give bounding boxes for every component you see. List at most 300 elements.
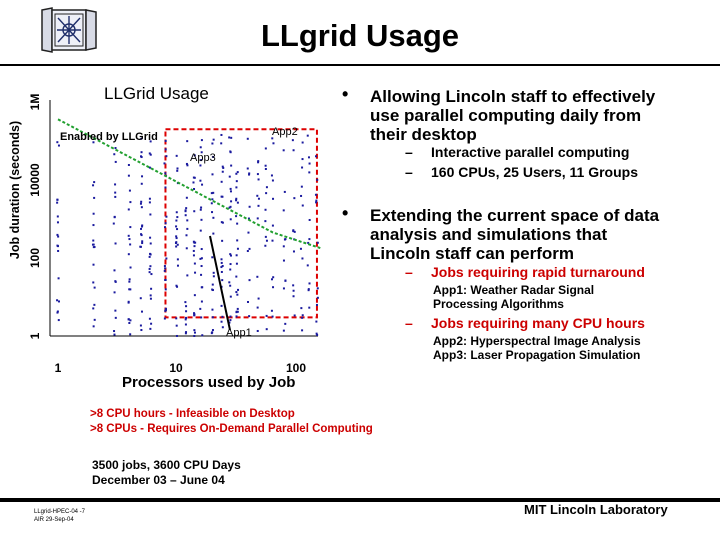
data-point (114, 291, 116, 293)
data-point (212, 329, 214, 331)
data-point (199, 164, 201, 166)
data-point (128, 281, 130, 283)
data-point (201, 184, 203, 186)
data-point (201, 265, 203, 267)
data-point (213, 139, 215, 141)
data-point (265, 236, 267, 238)
data-point (266, 328, 268, 330)
data-point (141, 156, 143, 158)
app3-label: App3 (190, 152, 216, 164)
data-point (193, 314, 195, 316)
data-point (141, 242, 143, 244)
app2-label: App2 (272, 126, 298, 138)
data-point (175, 235, 177, 237)
data-point (317, 287, 319, 289)
data-point (115, 317, 117, 319)
data-point (129, 278, 131, 280)
data-point (212, 233, 214, 235)
data-point (93, 213, 95, 215)
data-point (249, 248, 251, 250)
data-point (308, 307, 310, 309)
data-point (256, 276, 258, 278)
data-point (175, 225, 177, 227)
data-point (229, 316, 231, 318)
data-point (301, 257, 303, 259)
data-point (221, 258, 223, 260)
data-point (192, 181, 194, 183)
data-point (272, 316, 274, 318)
data-point (284, 280, 286, 282)
data-point (149, 237, 151, 239)
data-point (185, 210, 187, 212)
data-point (149, 152, 151, 154)
data-point (150, 294, 152, 296)
title-divider (0, 64, 720, 66)
enabled-by-llgrid-label: Enabled by LLGrid (60, 131, 158, 143)
data-point (185, 234, 187, 236)
data-point (115, 147, 117, 149)
data-point (193, 254, 195, 256)
data-point (58, 300, 60, 302)
data-point (235, 215, 237, 217)
data-point (176, 216, 178, 218)
data-point (302, 158, 304, 160)
data-point (175, 242, 177, 244)
data-point (213, 272, 215, 274)
data-point (194, 177, 196, 179)
data-point (128, 322, 130, 324)
data-point (200, 209, 202, 211)
data-point (248, 315, 250, 317)
data-point (292, 284, 294, 286)
data-point (164, 226, 166, 228)
data-point (309, 219, 311, 221)
data-point (315, 194, 317, 196)
data-point (228, 136, 230, 138)
data-point (177, 244, 179, 246)
data-point (237, 289, 239, 291)
sub-bullet-2: 160 CPUs, 25 Users, 11 Groups (431, 164, 638, 180)
data-point (186, 163, 188, 165)
data-point (247, 138, 249, 140)
data-point (186, 219, 188, 221)
data-point (128, 302, 130, 304)
data-point (94, 246, 96, 248)
data-point (93, 325, 95, 327)
data-point (165, 148, 167, 150)
app2-app3-detail: App2: Hyperspectral Image Analysis App3: Laser Propagation Simulation (433, 334, 641, 362)
data-point (113, 330, 115, 332)
data-point (57, 221, 59, 223)
data-point (200, 274, 202, 276)
data-point (149, 256, 151, 258)
data-point (212, 217, 214, 219)
data-point (292, 139, 294, 141)
data-point (315, 200, 317, 202)
data-point (315, 201, 317, 203)
data-point (271, 174, 273, 176)
data-point (315, 155, 317, 157)
data-point (164, 310, 166, 312)
data-point (300, 248, 302, 250)
data-point (128, 164, 130, 166)
sub-dash-2: – (405, 164, 413, 180)
data-point (266, 315, 268, 317)
data-point (177, 167, 179, 169)
data-point (193, 210, 195, 212)
sub-bullet-1: Interactive parallel computing (431, 144, 630, 160)
data-point (140, 201, 142, 203)
data-point (257, 307, 259, 309)
data-point (164, 172, 166, 174)
data-point (114, 310, 116, 312)
data-point (293, 149, 295, 151)
data-point (57, 215, 59, 217)
data-point (200, 316, 202, 318)
data-point (141, 183, 143, 185)
data-point (200, 219, 202, 221)
data-point (164, 267, 166, 269)
data-point (93, 264, 95, 266)
data-point (128, 208, 130, 210)
data-point (140, 329, 142, 331)
x-tick-1: 1 (54, 361, 62, 375)
data-point (272, 286, 274, 288)
data-point (237, 308, 239, 310)
data-point (317, 242, 319, 244)
slide-title: LLgrid Usage (260, 18, 460, 53)
data-point (92, 281, 94, 283)
data-point (194, 242, 196, 244)
data-point (221, 181, 223, 183)
data-point (194, 263, 196, 265)
data-point (284, 323, 286, 325)
data-point (58, 319, 60, 321)
footer-slide-id: LLgrid-HPEC-04 -7 AIR 29-Sep-04 (34, 509, 86, 523)
data-point (221, 240, 223, 242)
data-point (307, 135, 309, 137)
data-point (164, 186, 166, 188)
data-point (247, 232, 249, 234)
data-point (149, 253, 151, 255)
data-point (93, 304, 95, 306)
data-point (247, 168, 249, 170)
data-point (150, 273, 152, 275)
data-point (199, 258, 201, 260)
data-point (114, 216, 116, 218)
data-point (128, 253, 130, 255)
data-point (185, 207, 187, 209)
data-point (129, 226, 131, 228)
data-point (149, 265, 151, 267)
data-point (129, 201, 131, 203)
data-point (235, 199, 237, 201)
data-point (266, 186, 268, 188)
data-point (114, 183, 116, 185)
data-point (184, 301, 186, 303)
y-axis-label: Job duration (seconds) (8, 120, 22, 260)
data-point (236, 294, 238, 296)
data-point (211, 173, 213, 175)
data-point (284, 191, 286, 193)
data-point (293, 295, 295, 297)
data-point (221, 305, 223, 307)
data-point (56, 245, 58, 247)
data-point (193, 245, 195, 247)
data-point (164, 265, 166, 267)
data-point (201, 334, 203, 336)
data-point (149, 271, 151, 273)
data-point (309, 282, 311, 284)
data-point (164, 270, 166, 272)
data-point (301, 186, 303, 188)
data-point (230, 218, 232, 220)
data-point (193, 250, 195, 252)
data-point (230, 296, 232, 298)
data-point (235, 276, 237, 278)
data-point (230, 188, 232, 190)
data-point (221, 321, 223, 323)
data-point (141, 311, 143, 313)
bullet-dot-2: • (342, 203, 349, 223)
data-point (113, 269, 115, 271)
data-point (56, 234, 58, 236)
chart-title: LLGrid Usage (104, 84, 209, 103)
data-point (141, 240, 143, 242)
data-point (165, 288, 167, 290)
data-point (164, 318, 166, 320)
data-point (229, 269, 231, 271)
data-point (293, 250, 295, 252)
data-point (150, 298, 152, 300)
data-point (228, 281, 230, 283)
data-point (200, 207, 202, 209)
app1-detail: App1: Weather Radar Signal Processing Algorithms (433, 283, 595, 311)
sub-bullet-many-cpu-hours: Jobs requiring many CPU hours (431, 315, 645, 331)
data-point (58, 277, 60, 279)
y-tick-100: 100 (28, 247, 42, 269)
y-tick-1: 1 (28, 332, 42, 340)
data-point (230, 255, 232, 257)
data-point (93, 244, 95, 246)
data-point (141, 224, 143, 226)
data-point (175, 220, 177, 222)
data-point (302, 205, 304, 207)
data-point (308, 288, 310, 290)
data-point (257, 330, 259, 332)
data-point (129, 243, 131, 245)
data-point (220, 142, 222, 144)
data-point (128, 235, 130, 237)
data-point (230, 137, 232, 139)
data-point (272, 179, 274, 181)
data-point (257, 205, 259, 207)
data-point (283, 330, 285, 332)
data-point (257, 161, 259, 163)
data-point (177, 258, 179, 260)
data-point (194, 294, 196, 296)
data-point (113, 153, 115, 155)
footer-lab-name: MIT Lincoln Laboratory (524, 502, 668, 517)
data-point (212, 316, 214, 318)
data-point (221, 279, 223, 281)
data-point (186, 274, 188, 276)
data-point (176, 325, 178, 327)
data-point (230, 190, 232, 192)
x-axis-label: Processors used by Job (122, 374, 296, 391)
data-point (165, 155, 167, 157)
data-point (140, 233, 142, 235)
data-point (150, 323, 152, 325)
data-point (200, 230, 202, 232)
data-point (317, 297, 319, 299)
bullet-1: Allowing Lincoln staff to effectively use parallel computing daily from their desktop (370, 87, 656, 144)
data-point (222, 326, 224, 328)
data-point (302, 142, 304, 144)
data-point (175, 246, 177, 248)
data-point (113, 334, 115, 336)
data-point (149, 198, 151, 200)
data-point (140, 203, 142, 205)
data-point (316, 333, 318, 335)
data-point (283, 287, 285, 289)
data-point (221, 221, 223, 223)
data-point (186, 228, 188, 230)
data-point (92, 240, 94, 242)
sub-dash-4: – (405, 315, 413, 331)
sub-bullet-rapid-turnaround: Jobs requiring rapid turnaround (431, 264, 645, 280)
data-point (235, 291, 237, 293)
data-point (265, 209, 267, 211)
data-point (94, 287, 96, 289)
data-point (56, 299, 58, 301)
data-point (150, 288, 152, 290)
data-point (141, 151, 143, 153)
data-point (185, 318, 187, 320)
data-point (220, 266, 222, 268)
data-point (293, 197, 295, 199)
data-point (213, 275, 215, 277)
data-point (256, 195, 258, 197)
data-point (307, 264, 309, 266)
data-point (94, 319, 96, 321)
data-point (165, 216, 167, 218)
data-point (58, 145, 60, 147)
data-point (272, 240, 274, 242)
data-point (248, 174, 250, 176)
data-point (249, 206, 251, 208)
data-point (141, 206, 143, 208)
data-point (271, 310, 273, 312)
data-point (193, 335, 195, 337)
data-point (294, 314, 296, 316)
data-point (301, 329, 303, 331)
app1-label: App1 (226, 327, 252, 339)
data-point (176, 237, 178, 239)
data-point (165, 257, 167, 259)
bullet-2: Extending the current space of data analysis and simulations that Lincoln staff can perform (370, 206, 660, 263)
data-point (201, 248, 203, 250)
data-point (283, 149, 285, 151)
data-point (201, 301, 203, 303)
data-point (114, 192, 116, 194)
data-point (56, 202, 58, 204)
data-point (176, 155, 178, 157)
data-point (115, 242, 117, 244)
data-point (186, 140, 188, 142)
data-point (211, 192, 213, 194)
data-point (141, 175, 143, 177)
data-point (115, 281, 117, 283)
data-point (272, 225, 274, 227)
data-point (316, 179, 318, 181)
data-point (237, 202, 239, 204)
data-point (300, 307, 302, 309)
data-point (272, 142, 274, 144)
data-point (302, 314, 304, 316)
data-point (194, 272, 196, 274)
data-point (264, 220, 266, 222)
data-point (199, 180, 201, 182)
data-point (176, 286, 178, 288)
data-point (211, 202, 213, 204)
usage-scatter-plot (0, 70, 340, 390)
data-point (128, 318, 130, 320)
data-point (236, 180, 238, 182)
y-tick-10000: 10000 (28, 163, 42, 197)
data-point (200, 146, 202, 148)
data-point (258, 298, 260, 300)
data-point (237, 248, 239, 250)
data-point (176, 211, 178, 213)
data-point (211, 289, 213, 291)
data-point (165, 222, 167, 224)
data-point (92, 224, 94, 226)
data-point (265, 168, 267, 170)
data-point (258, 178, 260, 180)
data-point (185, 310, 187, 312)
data-point (150, 242, 152, 244)
data-point (316, 304, 318, 306)
data-point (128, 288, 130, 290)
data-point (211, 211, 213, 213)
data-point (300, 195, 302, 197)
data-point (176, 335, 178, 337)
data-point (272, 198, 274, 200)
data-point (258, 198, 260, 200)
bullet-dot-1: • (342, 84, 349, 104)
data-point (165, 140, 167, 142)
data-point (230, 200, 232, 202)
data-point (175, 317, 177, 319)
data-point (114, 196, 116, 198)
data-point (211, 309, 213, 311)
data-point (236, 315, 238, 317)
data-point (229, 285, 231, 287)
data-point (308, 171, 310, 173)
data-point (165, 279, 167, 281)
data-point (264, 245, 266, 247)
data-point (199, 308, 201, 310)
data-point (186, 197, 188, 199)
data-point (139, 246, 141, 248)
data-point (265, 147, 267, 149)
data-point (249, 279, 251, 281)
data-point (308, 156, 310, 158)
data-point (257, 173, 259, 175)
data-point (235, 186, 237, 188)
data-point (193, 329, 195, 331)
